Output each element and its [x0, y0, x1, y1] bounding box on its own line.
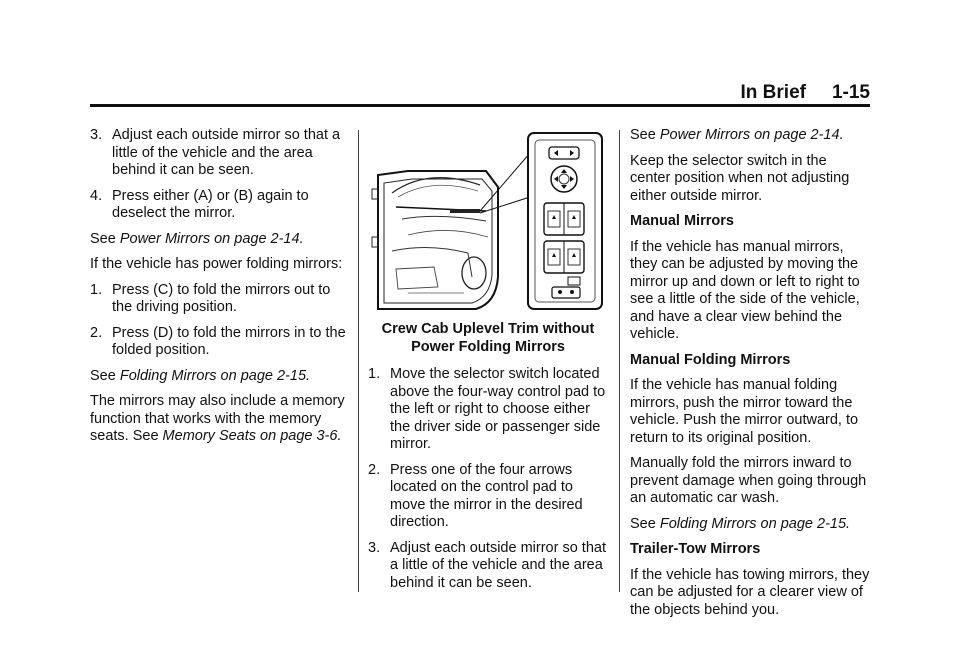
reference-link: Memory Seats on page 3‑6	[162, 428, 338, 444]
header-rule	[90, 104, 870, 107]
paragraph: If the vehicle has towing mirrors, they can be adjusted for a clearer view of the objects behind you.	[630, 566, 870, 618]
list-item: 1. Press (C) to fold the mirrors out to the driving position.	[90, 281, 331, 315]
reference-link: Folding Mirrors on page 2‑15	[119, 367, 307, 384]
subheading: Manual Mirrors	[630, 213, 734, 229]
cross-reference: See Folding Mirrors on page 2‑15.	[630, 515, 851, 532]
section-title: In Brief	[740, 82, 806, 103]
paragraph: The mirrors may also include a memory function that works with the memory seats. See Memory Seats on page 3‑6.	[90, 393, 345, 444]
reference-link: Power Mirrors on page 2‑14	[659, 127, 840, 143]
list-item: 2. Press one of the four arrows located on the control pad to move the mirror in the desired direction.	[368, 461, 583, 530]
list-item: 2. Press (D) to fold the mirrors in to the folded position.	[90, 324, 346, 358]
column-2	[368, 127, 608, 600]
reference-link: Power Mirrors on page 2‑14	[119, 230, 300, 247]
list-item: 1. Move the selector switch located above the four-way control pad to the left or right to choose either the driver side or passenger side mirror.	[368, 366, 606, 452]
reference-link: Folding Mirrors on page 2‑15	[659, 515, 847, 532]
paragraph: Manually fold the mirrors inward to prevent damage when going through an automatic car wash.	[630, 455, 867, 506]
list-item: 3. Adjust each outside mirror so that a little of the vehicle and the area behind it can be seen.	[90, 127, 341, 178]
paragraph: If the vehicle has manual folding mirrors, push the mirror toward the vehicle. Push the mirror outward, to return to its original position.	[630, 377, 859, 446]
column-divider-2	[619, 130, 620, 592]
paragraph: If the vehicle has manual mirrors, they can be adjusted by moving the mirror up and down or left to right to see a little of the side of the vehicle, and have a clear view behind the vehicle.	[630, 238, 860, 342]
page-header	[90, 82, 870, 106]
column-1	[90, 127, 350, 454]
figure-caption: Crew Cab Uplevel Trim without Power Folding Mirrors	[381, 321, 595, 355]
list-item: 3. Adjust each outside mirror so that a little of the vehicle and the area behind it can be seen.	[368, 539, 606, 591]
door-panel-drawing	[368, 127, 608, 315]
column-3	[630, 127, 870, 627]
page-number: 1-15	[831, 82, 870, 103]
list-item: 4. Press either (A) or (B) again to deselect the mirror.	[90, 187, 309, 221]
cross-reference: See Power Mirrors on page 2‑14.	[630, 127, 844, 143]
paragraph: If the vehicle has power folding mirrors:	[90, 256, 343, 272]
cross-reference: See Power Mirrors on page 2‑14.	[90, 230, 304, 247]
column-divider-1	[358, 130, 359, 592]
subheading: Trailer-Tow Mirrors	[630, 541, 761, 557]
cross-reference: See Folding Mirrors on page 2‑15.	[90, 367, 311, 384]
paragraph: Keep the selector switch in the center position when not adjusting either outside mirror.	[630, 152, 850, 204]
subheading: Manual Folding Mirrors	[630, 351, 791, 368]
door-mirror-control-illustration	[368, 127, 608, 315]
